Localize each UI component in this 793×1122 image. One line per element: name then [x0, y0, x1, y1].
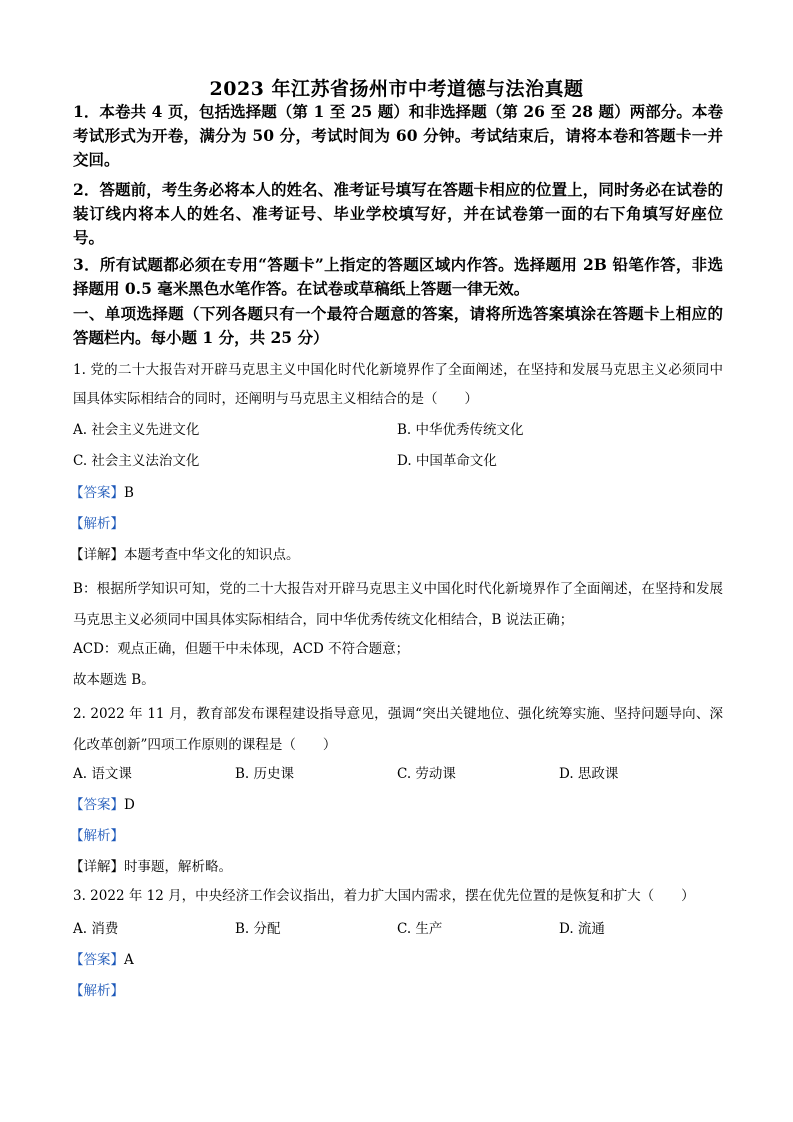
- q3-option-d: D. 流通: [559, 921, 605, 937]
- page-title: 2023 年江苏省扬州市中考道德与法治真题: [209, 78, 584, 100]
- instruction-3: 3．所有试题都必须在专用“答题卡”上指定的答题区域内作答。选择题用 2B 铅笔作答，非选择题用 0.5 毫米黑色水笔作答。在试卷或草稿纸上答题一律无效。: [73, 255, 723, 298]
- answer-label: 【答案】: [70, 952, 124, 968]
- question-1-options-row-2: [73, 449, 723, 469]
- detail-label: 【详解】: [70, 547, 124, 563]
- q2-answer-line: [70, 793, 723, 813]
- question-3-options-row: [73, 917, 723, 937]
- q1-explain-2-line: [73, 637, 723, 657]
- q2-option-b: B. 历史课: [235, 766, 295, 782]
- question-2-options-row: [73, 762, 723, 782]
- question-2-stem: 2. 2022 年 11 月，教育部发布课程建设指导意见，强调“突出关键地位、强化统筹实施、坚持问题导向、深化改革创新”四项工作原则的课程是（ ）: [73, 706, 723, 753]
- q1-option-a: A. 社会主义先进文化: [73, 422, 200, 438]
- q1-answer-line: [70, 481, 723, 501]
- q1-detail-line: [70, 543, 723, 563]
- question-1-stem: 1. 党的二十大报告对开辟马克思主义中国化时代化新境界作了全面阐述，在坚持和发展马克思主义必须同中国具体实际相结合的同时，还阐明与马克思主义相结合的是（ ）: [73, 362, 723, 407]
- q1-option-b: B. 中华优秀传统文化: [397, 422, 524, 438]
- q2-detail-line: [70, 855, 723, 875]
- q3-analysis-line: [70, 979, 723, 999]
- q1-option-c: C. 社会主义法治文化: [73, 453, 200, 469]
- answer-label: 【答案】: [70, 797, 124, 813]
- q3-option-b: B. 分配: [235, 921, 281, 937]
- q2-detail-text: 时事题，解析略。: [124, 859, 232, 875]
- question-1-options-row-1: [73, 418, 723, 438]
- q1-detail-text: 本题考查中华文化的知识点。: [124, 547, 300, 563]
- q2-analysis-line: [70, 824, 723, 844]
- detail-label: 【详解】: [70, 859, 124, 875]
- analysis-label: 【解析】: [70, 516, 124, 532]
- q1-explain-1: B：根据所学知识可知，党的二十大报告对开辟马克思主义中国化时代化新境界作了全面阐述，在坚持和发展马克思主义必须同中国具体实际相结合，同中华优秀传统文化相结合，B 说法正确；: [73, 581, 723, 628]
- section-heading: 一、单项选择题（下列各题只有一个最符合题意的答案，请将所选答案填涂在答题卡上相应的答题栏内。每小题 1 分，共 25 分）: [73, 304, 723, 347]
- answer-label: 【答案】: [70, 485, 124, 501]
- q1-analysis-line: [70, 512, 723, 532]
- q3-option-a: A. 消费: [73, 921, 119, 937]
- q3-answer-value: A: [124, 952, 134, 968]
- q1-explain-3: 故本题选 B。: [73, 672, 155, 688]
- q1-explain-3-line: [73, 668, 723, 688]
- q3-option-c: C. 生产: [397, 921, 443, 937]
- q3-answer-line: [70, 948, 723, 968]
- question-3-stem: 3. 2022 年 12 月，中央经济工作会议指出，着力扩大国内需求，摆在优先位置的是恢复和扩大（ ）: [73, 888, 695, 904]
- instruction-1: 1．本卷共 4 页，包括选择题（第 1 至 25 题）和非选择题（第 26 至 28 题）两部分。本卷考试形式为开卷，满分为 50 分，考试时间为 60 分钟。考试结束后，请将本卷和答题卡一并交回。: [73, 102, 723, 169]
- q1-option-d: D. 中国革命文化: [397, 453, 497, 469]
- instruction-2: 2．答题前，考生务必将本人的姓名、准考证号填写在答题卡相应的位置上，同时务必在试卷的装订线内将本人的姓名、准考证号、毕业学校填写好，并在试卷第一面的右下角填写好座位号。: [73, 180, 723, 247]
- q1-answer-value: B: [124, 485, 134, 501]
- q2-option-a: A. 语文课: [73, 766, 132, 782]
- analysis-label: 【解析】: [70, 983, 124, 999]
- q2-option-c: C. 劳动课: [397, 766, 456, 782]
- q2-answer-value: D: [124, 797, 135, 813]
- analysis-label: 【解析】: [70, 828, 124, 844]
- q2-option-d: D. 思政课: [559, 766, 619, 782]
- q1-explain-2: ACD：观点正确，但题干中未体现，ACD 不符合题意；: [73, 641, 410, 657]
